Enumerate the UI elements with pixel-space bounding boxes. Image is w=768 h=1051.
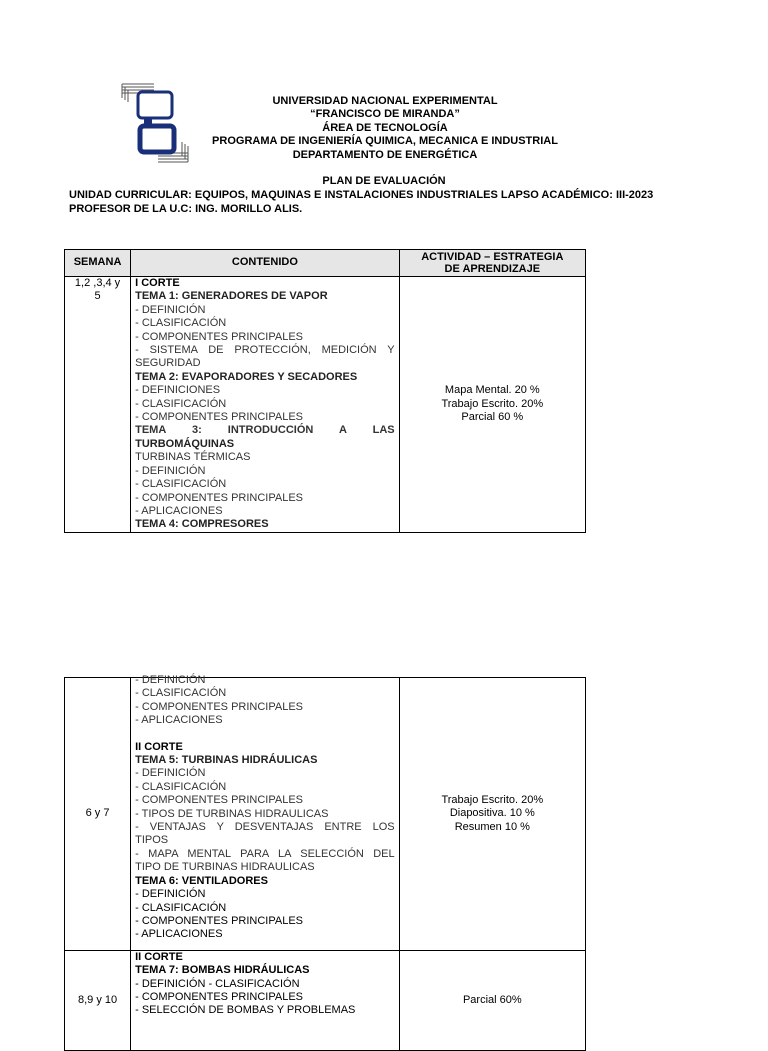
cut-heading: II CORTE	[135, 740, 183, 753]
topic-item: - CLASIFICACIÓN	[135, 397, 227, 410]
topic-item: - CLASIFICACIÓN	[135, 901, 227, 914]
topic-item: TIPO DE TURBINAS HIDRAULICAS	[135, 861, 315, 874]
table-header-row	[65, 250, 586, 277]
topic-item: - DEFINICIÓN	[135, 303, 206, 316]
topic-item: TURBINAS TÉRMICAS	[135, 451, 251, 464]
topic-heading: TEMA 5: TURBINAS HIDRÁULICAS	[135, 754, 318, 767]
topic-heading: TEMA 4: COMPRESORES	[135, 518, 269, 531]
topic-item: - DEFINICIÓN	[135, 888, 206, 901]
plan-title: PLAN DE EVALUACIÓN	[322, 175, 446, 187]
topic-item: - VENTAJAS Y DESVENTAJAS ENTRE LOS	[135, 821, 395, 834]
topic-item: SEGURIDAD	[135, 357, 201, 370]
activity-item: Diapositiva. 10 %	[449, 807, 535, 820]
week-line: 6 y 7	[85, 807, 110, 820]
topic-item: - DEFINICIÓN - CLASIFICACIÓN	[135, 977, 300, 990]
topic-item: - DEFINICIÓN	[135, 767, 206, 780]
topic-item: - COMPONENTES PRINCIPALES	[135, 794, 304, 807]
topic-item: - COMPONENTES PRINCIPALES	[135, 914, 304, 927]
topic-item: - CLASIFICACIÓN	[135, 780, 227, 793]
department-line: DEPARTAMENTO DE ENERGÉTICA	[292, 148, 478, 161]
cut-heading: I CORTE	[135, 277, 180, 289]
content-cell	[131, 277, 400, 533]
topic-item: - COMPONENTES PRINCIPALES	[135, 491, 304, 504]
content-cell	[131, 674, 400, 741]
university-line: UNIVERSIDAD NACIONAL EXPERIMENTAL	[272, 95, 498, 107]
cut-heading: II CORTE	[135, 950, 183, 963]
topic-heading: TEMA 2: EVAPORADORES Y SECADORES	[135, 370, 358, 383]
topic-item: - APLICACIONES	[135, 714, 223, 727]
week-cell	[65, 950, 131, 1050]
professor-line: PROFESOR DE LA U.C: ING. MORILLO ALIS.	[69, 203, 303, 215]
topic-item: - DEFINICIÓN	[135, 464, 206, 477]
topic-heading: TEMA 7: BOMBAS HIDRÁULICAS	[135, 964, 310, 977]
header-activity-line2: DE APRENDIZAJE	[444, 263, 541, 275]
topic-item: - CLASIFICACIÓN	[135, 317, 227, 330]
activity-cell	[399, 277, 585, 533]
topic-item: - COMPONENTES PRINCIPALES	[135, 330, 304, 343]
topic-item: - COMPONENTES PRINCIPALES	[135, 990, 304, 1003]
topic-item: - SISTEMA DE PROTECCIÓN, MEDICIÓN Y	[135, 344, 395, 357]
activity-item: Trabajo Escrito. 20%	[441, 397, 544, 410]
topic-item: - MAPA MENTAL PARA LA SELECCIÓN DEL	[135, 847, 395, 860]
activity-item: Trabajo Escrito. 20%	[441, 793, 544, 806]
university-name-line: “FRANCISCO DE MIRANDA”	[310, 108, 460, 121]
university-logo	[118, 80, 192, 166]
week-cell	[65, 277, 131, 533]
evaluation-table-2	[64, 674, 586, 1051]
header-content: CONTENIDO	[131, 250, 400, 277]
content-cell	[131, 950, 400, 1050]
topic-item: - COMPONENTES PRINCIPALES	[135, 700, 304, 713]
topic-item: - DEFINICIÓN	[135, 674, 206, 686]
activity-cell	[399, 678, 585, 951]
topic-item: - SELECCIÓN DE BOMBAS Y PROBLEMAS	[135, 1004, 356, 1017]
topic-item: TIPOS	[135, 834, 169, 847]
topic-item: - TIPOS DE TURBINAS HIDRAULICAS	[135, 807, 329, 820]
evaluation-table-1	[64, 249, 586, 533]
table-row	[65, 678, 586, 741]
header-activity	[399, 250, 585, 277]
topic-heading: TEMA 1: GENERADORES DE VAPOR	[135, 290, 328, 303]
week-cell	[65, 678, 131, 951]
week-line: 8,9 y 10	[77, 993, 118, 1006]
topic-item: - COMPONENTES PRINCIPALES	[135, 411, 304, 424]
activity-item: Mapa Mental. 20 %	[444, 384, 540, 397]
activity-item: Resumen 10 %	[454, 820, 530, 833]
topic-item: - DEFINICIONES	[135, 384, 221, 397]
week-line: 1,2 ,3,4 y	[74, 277, 121, 289]
topic-item: - APLICACIONES	[135, 504, 223, 517]
topic-item: - APLICACIONES	[135, 928, 223, 941]
week-line: 5	[94, 290, 101, 303]
activity-item: Parcial 60 %	[461, 411, 524, 424]
table-row	[65, 277, 586, 533]
institution-header	[190, 95, 580, 162]
topic-heading: TEMA 3: INTRODUCCIÓN A LAS	[135, 424, 395, 437]
topic-heading: TEMA 6: VENTILADORES	[135, 874, 268, 887]
activity-item: Parcial 60%	[462, 993, 522, 1006]
content-cell	[131, 741, 400, 951]
topic-item: - CLASIFICACIÓN	[135, 687, 227, 700]
unit-line: UNIDAD CURRICULAR: EQUIPOS, MAQUINAS E INSTALACIONES INDUSTRIALES LAPSO ACADÉMICO: III-2023	[69, 189, 654, 201]
table-row	[65, 950, 586, 1050]
header-activity-line1: ACTIVIDAD – ESTRATEGIA	[421, 251, 564, 263]
topic-item: - CLASIFICACIÓN	[135, 478, 227, 491]
header-week: SEMANA	[65, 250, 131, 277]
topic-heading: TURBOMÁQUINAS	[135, 437, 235, 450]
program-line: PROGRAMA DE INGENIERÍA QUIMICA, MECANICA E INDUSTRIAL	[212, 135, 558, 148]
area-line: ÁREA DE TECNOLOGÍA	[322, 121, 448, 134]
activity-cell	[399, 950, 585, 1050]
